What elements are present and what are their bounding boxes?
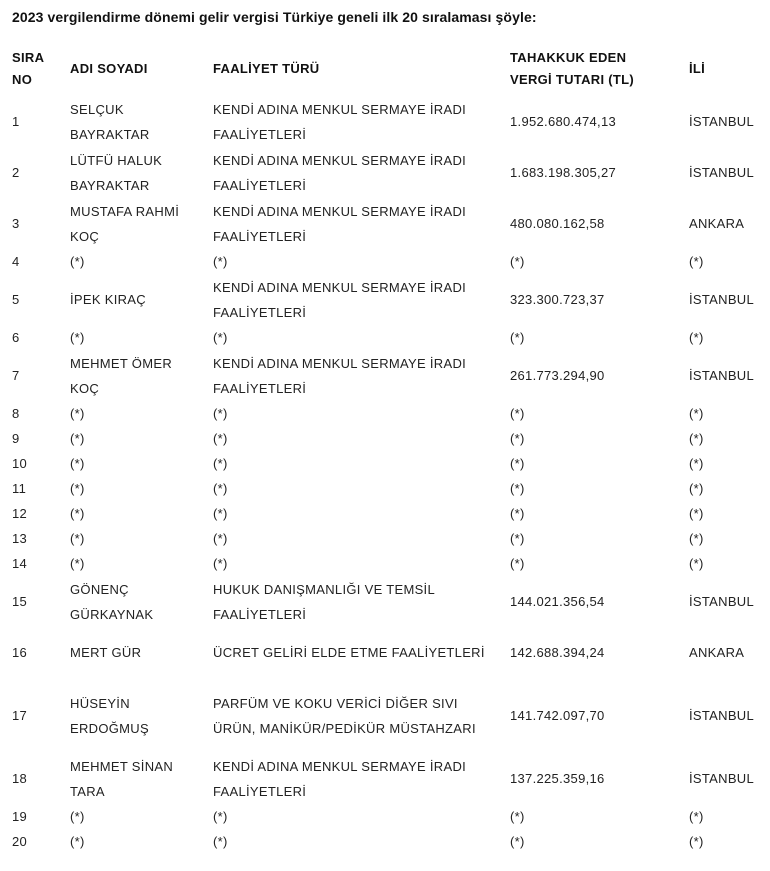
cell-vergi: (*): [510, 406, 525, 421]
cell-sira: 5: [12, 292, 20, 307]
cell-faaliyet: KENDİ ADINA MENKUL SERMAYE İRADI FAALİYETLERİ: [213, 355, 467, 396]
cell-ad: (*): [70, 330, 85, 345]
cell-ad: MEHMET ÖMER KOÇ: [70, 355, 173, 396]
ranking-table: [12, 42, 764, 854]
cell-vergi: 261.773.294,90: [510, 368, 605, 383]
cell-sira: 15: [12, 594, 28, 609]
cell-il: İSTANBUL: [689, 368, 755, 383]
cell-ad: SELÇUK BAYRAKTAR: [70, 101, 150, 142]
table-row: [12, 96, 764, 147]
cell-vergi: (*): [510, 506, 525, 521]
table-row: [12, 350, 764, 401]
cell-vergi: (*): [510, 254, 525, 269]
table-row: [12, 476, 764, 501]
cell-faaliyet: (*): [213, 556, 228, 571]
cell-il: (*): [689, 809, 704, 824]
table-row: [12, 576, 764, 627]
cell-ad: (*): [70, 834, 85, 849]
cell-sira: 3: [12, 216, 20, 231]
cell-faaliyet: (*): [213, 809, 228, 824]
cell-faaliyet: (*): [213, 431, 228, 446]
cell-faaliyet: (*): [213, 406, 228, 421]
cell-il: İSTANBUL: [689, 708, 755, 723]
cell-faaliyet: ÜCRET GELİRİ ELDE ETME FAALİYETLERİ: [213, 645, 485, 660]
cell-vergi: 137.225.359,16: [510, 771, 605, 786]
table-row: [12, 401, 764, 426]
table-row: [12, 753, 764, 804]
cell-vergi: 1.952.680.474,13: [510, 114, 617, 129]
table-row: [12, 501, 764, 526]
table-row: [12, 804, 764, 829]
cell-ad: (*): [70, 431, 85, 446]
cell-sira: 11: [12, 481, 27, 496]
cell-sira: 19: [12, 809, 28, 824]
cell-sira: 14: [12, 556, 28, 571]
table-header-row: [12, 42, 764, 96]
cell-sira: 20: [12, 834, 28, 849]
cell-faaliyet: (*): [213, 834, 228, 849]
header-ad: ADI SOYADI: [70, 61, 148, 76]
cell-ad: GÖNENÇ GÜRKAYNAK: [70, 581, 154, 622]
cell-vergi: (*): [510, 456, 525, 471]
cell-ad: (*): [70, 406, 85, 421]
cell-faaliyet: HUKUK DANIŞMANLIĞI VE TEMSİL FAALİYETLERİ: [213, 581, 435, 622]
cell-ad: (*): [70, 556, 85, 571]
cell-il: (*): [689, 406, 704, 421]
cell-faaliyet: KENDİ ADINA MENKUL SERMAYE İRADI FAALİYETLERİ: [213, 203, 467, 244]
cell-sira: 16: [12, 645, 28, 660]
table-row: [12, 249, 764, 274]
cell-il: (*): [689, 506, 704, 521]
cell-il: (*): [689, 431, 704, 446]
cell-vergi: (*): [510, 556, 525, 571]
cell-ad: (*): [70, 506, 85, 521]
header-vergi: TAHAKKUK EDEN VERGİ TUTARI (TL): [510, 50, 635, 87]
cell-il: İSTANBUL: [689, 771, 755, 786]
cell-faaliyet: (*): [213, 531, 228, 546]
cell-faaliyet: PARFÜM VE KOKU VERİCİ DİĞER SIVI ÜRÜN, MANİKÜR/PEDİKÜR MÜSTAHZARI: [213, 695, 476, 736]
cell-vergi: 1.683.198.305,27: [510, 165, 617, 180]
header-sira: SIRA NO: [12, 50, 44, 87]
cell-il: İSTANBUL: [689, 114, 755, 129]
cell-vergi: 142.688.394,24: [510, 645, 605, 660]
page-title: 2023 vergilendirme dönemi gelir vergisi Türkiye geneli ilk 20 sıralaması şöyle:: [12, 9, 537, 25]
cell-sira: 17: [12, 708, 28, 723]
cell-il: İSTANBUL: [689, 594, 755, 609]
cell-vergi: (*): [510, 809, 525, 824]
cell-vergi: (*): [510, 431, 525, 446]
cell-faaliyet: (*): [213, 330, 228, 345]
cell-il: (*): [689, 481, 704, 496]
cell-vergi: 480.080.162,58: [510, 216, 605, 231]
cell-vergi: 141.742.097,70: [510, 708, 605, 723]
cell-vergi: (*): [510, 481, 525, 496]
table-row: [12, 325, 764, 350]
cell-il: (*): [689, 254, 704, 269]
cell-il: (*): [689, 330, 704, 345]
header-faaliyet: FAALİYET TÜRÜ: [213, 61, 320, 76]
table-row: [12, 551, 764, 576]
table-row: [12, 678, 764, 753]
cell-vergi: (*): [510, 330, 525, 345]
cell-ad: HÜSEYİN ERDOĞMUŞ: [70, 695, 149, 736]
cell-vergi: (*): [510, 834, 525, 849]
cell-sira: 12: [12, 506, 28, 521]
cell-il: ANKARA: [689, 645, 745, 660]
cell-ad: MERT GÜR: [70, 645, 142, 660]
cell-faaliyet: KENDİ ADINA MENKUL SERMAYE İRADI FAALİYETLERİ: [213, 101, 467, 142]
cell-ad: MEHMET SİNAN TARA: [70, 758, 174, 799]
cell-sira: 13: [12, 531, 28, 546]
cell-ad: MUSTAFA RAHMİ KOÇ: [70, 203, 180, 244]
cell-ad: İPEK KIRAÇ: [70, 292, 146, 307]
header-il: İLİ: [689, 61, 706, 76]
table-row: [12, 627, 764, 678]
cell-ad: (*): [70, 481, 85, 496]
cell-faaliyet: KENDİ ADINA MENKUL SERMAYE İRADI FAALİYETLERİ: [213, 279, 467, 320]
cell-il: (*): [689, 556, 704, 571]
cell-sira: 8: [12, 406, 20, 421]
cell-faaliyet: (*): [213, 506, 228, 521]
cell-sira: 18: [12, 771, 28, 786]
table-row: [12, 198, 764, 249]
table-row: [12, 526, 764, 551]
table-row: [12, 147, 764, 198]
cell-sira: 10: [12, 456, 28, 471]
table-row: [12, 274, 764, 325]
table-row: [12, 451, 764, 476]
cell-il: (*): [689, 456, 704, 471]
cell-il: (*): [689, 834, 704, 849]
cell-vergi: 144.021.356,54: [510, 594, 605, 609]
cell-ad: (*): [70, 531, 85, 546]
cell-faaliyet: (*): [213, 456, 228, 471]
cell-sira: 6: [12, 330, 20, 345]
cell-ad: (*): [70, 456, 85, 471]
cell-sira: 7: [12, 368, 20, 383]
table-row: [12, 829, 764, 854]
table-body: [12, 96, 764, 854]
cell-faaliyet: (*): [213, 254, 228, 269]
cell-faaliyet: KENDİ ADINA MENKUL SERMAYE İRADI FAALİYETLERİ: [213, 758, 467, 799]
cell-il: ANKARA: [689, 216, 745, 231]
cell-sira: 9: [12, 431, 20, 446]
cell-il: İSTANBUL: [689, 292, 755, 307]
cell-ad: (*): [70, 809, 85, 824]
cell-ad: (*): [70, 254, 85, 269]
table-row: [12, 426, 764, 451]
cell-sira: 2: [12, 165, 20, 180]
cell-il: İSTANBUL: [689, 165, 755, 180]
cell-faaliyet: (*): [213, 481, 228, 496]
cell-sira: 4: [12, 254, 20, 269]
cell-il: (*): [689, 531, 704, 546]
cell-sira: 1: [12, 114, 20, 129]
cell-ad: LÜTFÜ HALUK BAYRAKTAR: [70, 152, 163, 193]
cell-vergi: 323.300.723,37: [510, 292, 605, 307]
cell-vergi: (*): [510, 531, 525, 546]
cell-faaliyet: KENDİ ADINA MENKUL SERMAYE İRADI FAALİYETLERİ: [213, 152, 467, 193]
